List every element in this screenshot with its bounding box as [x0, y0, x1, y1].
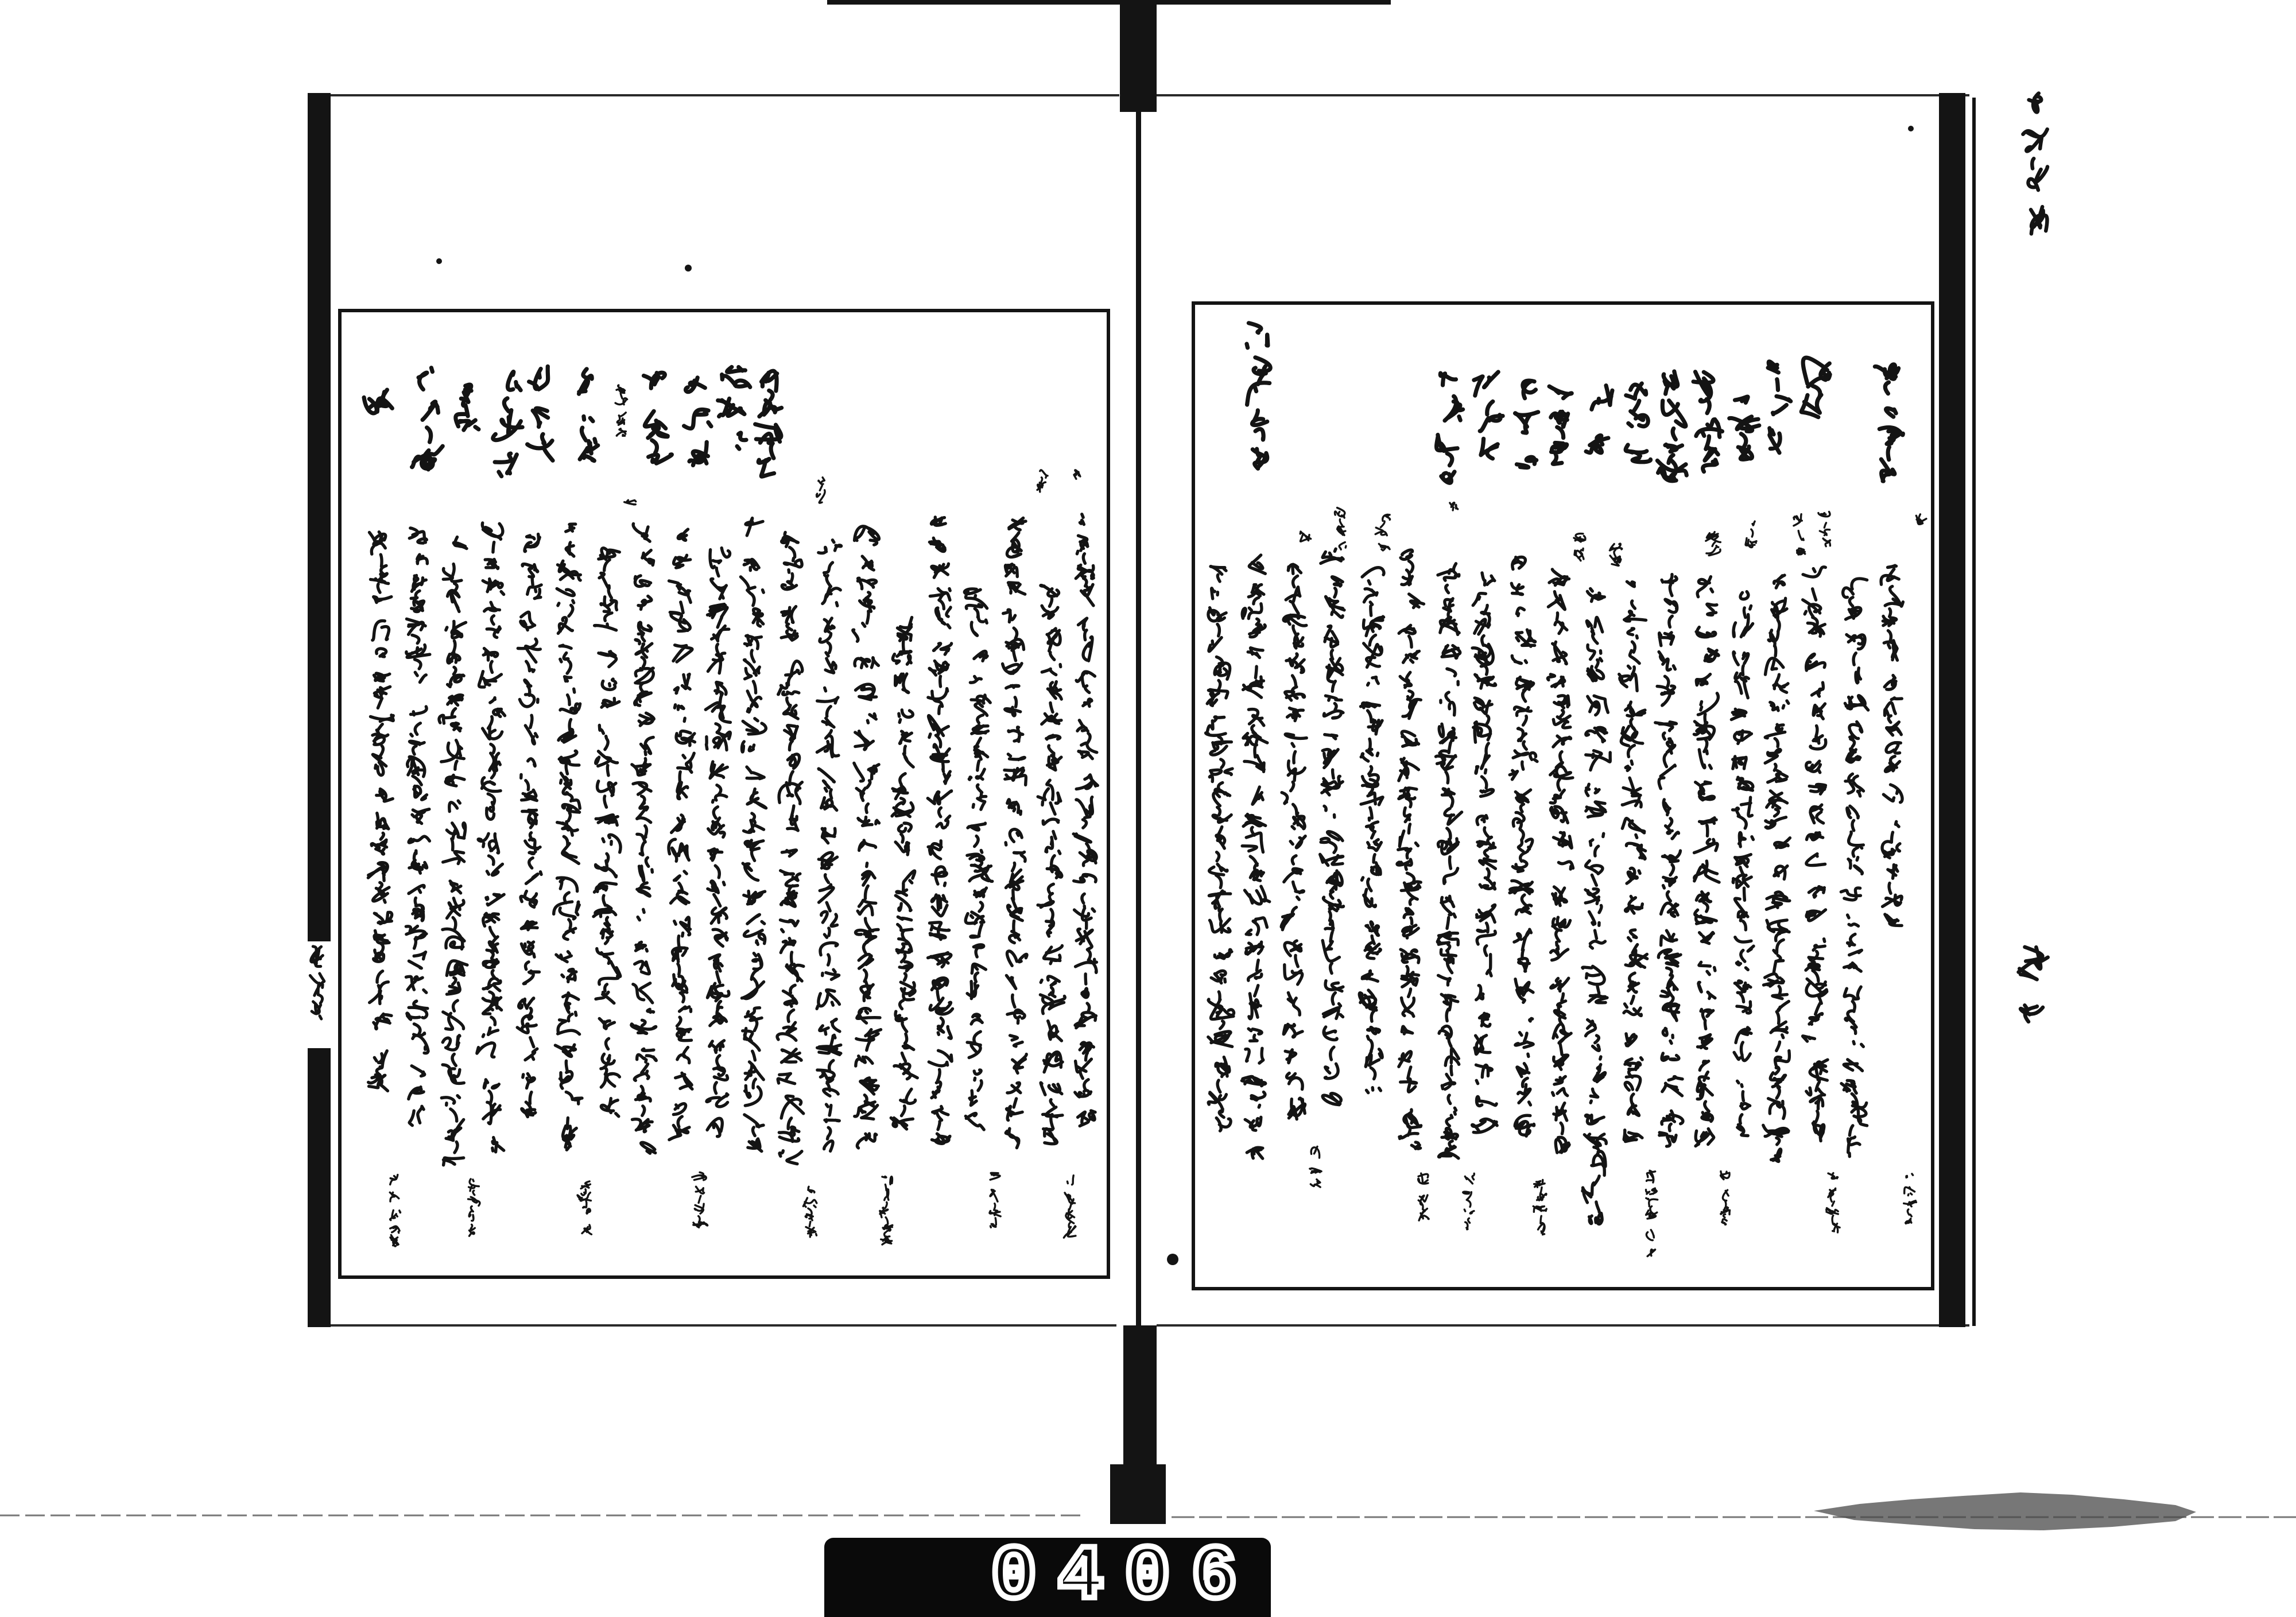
heading-column: [1729, 397, 1759, 459]
text-column: [853, 526, 881, 1148]
text-column: [1242, 555, 1269, 1158]
left-page-fore-edge-band: [308, 93, 331, 1327]
heading-column: [718, 367, 750, 449]
right-margin-title-mark: [2023, 94, 2047, 234]
film-smudge: [1814, 1492, 2196, 1530]
author-name-column: [468, 1179, 480, 1236]
heading-column: [1657, 371, 1686, 481]
text-column: [1655, 575, 1683, 1146]
annotation-column: [625, 500, 636, 505]
text-column: [1472, 573, 1498, 1133]
text-column: [406, 528, 429, 1126]
text-column: [1803, 567, 1828, 1141]
text-column: [705, 548, 730, 1137]
text-column: [1038, 585, 1065, 1144]
heading-column: [456, 385, 479, 430]
text-column: [740, 518, 766, 1151]
heading-column: [579, 369, 598, 461]
left-page-text: [364, 366, 1097, 1246]
annotation-column: [1818, 512, 1830, 546]
text-column: [1548, 569, 1573, 1153]
text-column: [1397, 550, 1424, 1149]
text-column: [1206, 567, 1234, 1131]
annotation-column: [1609, 544, 1622, 565]
annotation-column: [1450, 503, 1458, 510]
frame-number: 0406: [991, 1534, 1258, 1617]
annotation-column: [1574, 534, 1585, 561]
text-column: [477, 523, 505, 1152]
text-column: [1281, 564, 1306, 1119]
right-page-text: [1206, 323, 1926, 1257]
annotation-column: [1375, 514, 1390, 550]
annotation-column: [1074, 470, 1080, 479]
annotation-column: [1037, 470, 1048, 492]
binding-thread-line: [1136, 112, 1141, 1326]
annotation-column: [615, 385, 627, 436]
heading-column: [1437, 373, 1463, 483]
heading-column: [364, 390, 392, 413]
text-column: [1763, 575, 1790, 1161]
text-column: [1731, 592, 1754, 1136]
author-name-column: [803, 1186, 816, 1237]
ink-speck: [685, 265, 692, 272]
annotation-column: [1916, 514, 1926, 524]
binding-bottom-block: [1123, 1325, 1157, 1466]
author-name-column: [1463, 1173, 1475, 1229]
ink-speck: [436, 258, 442, 264]
heading-column: [412, 368, 443, 470]
text-column: [594, 548, 620, 1116]
author-name-column: [1533, 1180, 1546, 1235]
text-column: [1003, 518, 1027, 1148]
binding-top-block: [1120, 0, 1157, 112]
annotation-column: [1300, 532, 1310, 541]
text-column: [1436, 564, 1462, 1158]
text-column: [1619, 581, 1647, 1141]
text-column: [1841, 579, 1868, 1157]
heading-column: [1549, 386, 1572, 464]
annotation-column: [817, 478, 825, 503]
author-name-column: [1646, 1170, 1657, 1256]
heading-column: [1247, 323, 1270, 469]
author-name-column: [880, 1177, 893, 1245]
author-name-column: [390, 1175, 400, 1246]
heading-column: [644, 373, 672, 463]
author-name-column: [692, 1172, 708, 1227]
heading-column: [528, 366, 553, 460]
heading-column: [1875, 364, 1903, 481]
annotation-column: [1746, 521, 1756, 547]
text-column: [439, 537, 467, 1165]
author-name-column: [1064, 1176, 1076, 1238]
annotation-column: [1706, 532, 1721, 556]
margin-marks: [310, 94, 2047, 1022]
author-name-column: [1310, 1146, 1321, 1187]
text-column: [1694, 577, 1719, 1146]
text-column: [1320, 549, 1344, 1104]
right-page-fore-edge-band: [1939, 93, 1965, 1327]
frame-number-label: [824, 1534, 1271, 1617]
heading-column: [1474, 372, 1503, 459]
annotation-column: [1335, 508, 1345, 550]
heading-column: [1586, 386, 1612, 453]
text-column: [1881, 565, 1903, 925]
heading-column: [1801, 358, 1830, 417]
heading-column: [684, 378, 711, 466]
heading-column: [1768, 362, 1791, 453]
text-column: [368, 532, 393, 1091]
text-column: [1073, 514, 1097, 1126]
ink-speck: [1908, 126, 1914, 131]
text-column: [631, 524, 656, 1153]
heading-column: [1626, 383, 1650, 462]
text-column: [928, 517, 952, 1143]
text-column: [817, 540, 841, 1151]
text-column: [1359, 568, 1384, 1093]
right-page-edge-line: [1972, 98, 1976, 1326]
author-name-column: [1826, 1173, 1840, 1232]
top-edge-rule: [827, 0, 1391, 5]
text-column: [1583, 589, 1610, 1224]
right-margin-folio-mark: [2019, 947, 2048, 1022]
text-column: [554, 524, 582, 1150]
author-name-column: [1904, 1174, 1917, 1224]
ink-speck: [1167, 1254, 1178, 1265]
text-column: [777, 532, 804, 1164]
heading-column: [493, 372, 522, 476]
author-name-column: [1721, 1172, 1730, 1225]
heading-column: [755, 371, 782, 476]
text-column: [517, 534, 541, 1117]
author-name-column: [1418, 1173, 1429, 1220]
author-name-column: [990, 1173, 1000, 1227]
text-column: [891, 618, 917, 1129]
text-column: [669, 529, 695, 1140]
annotation-column: [1794, 514, 1805, 555]
author-name-column: [577, 1181, 591, 1234]
binding-bottom-base: [1110, 1464, 1166, 1524]
text-column: [1510, 557, 1537, 1136]
heading-column: [1693, 372, 1722, 472]
text-column: [964, 589, 992, 1130]
heading-column: [1515, 381, 1538, 467]
